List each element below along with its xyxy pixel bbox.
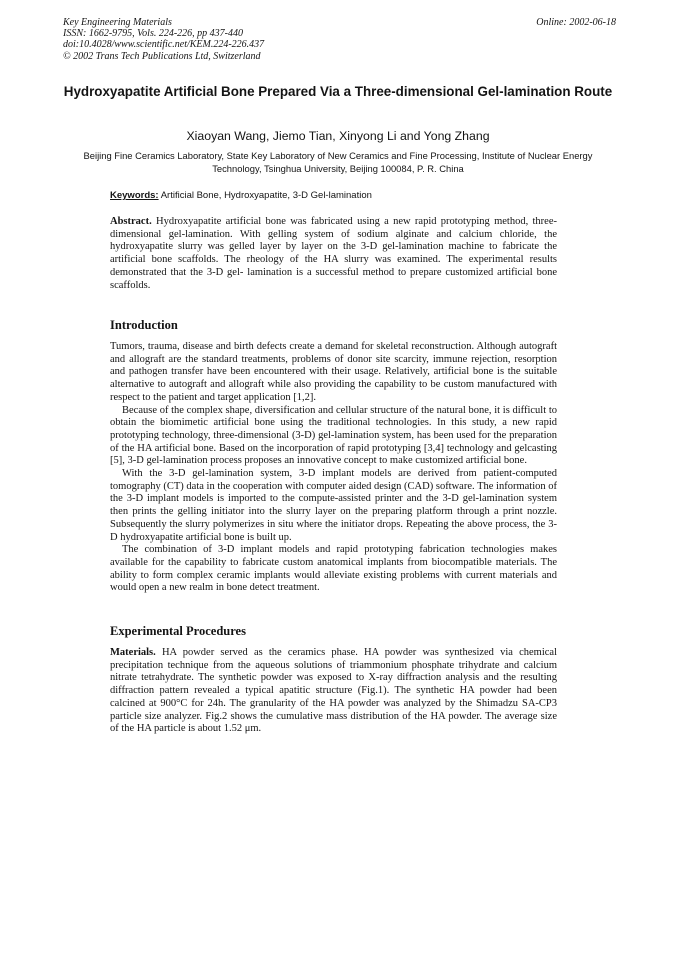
materials-paragraph [110, 647, 557, 736]
keywords [110, 190, 600, 201]
copyright-line: © 2002 Trans Tech Publications Ltd, Switzerland [63, 50, 261, 62]
experimental-section [110, 624, 557, 736]
introduction-section [110, 318, 557, 595]
author-list: Xiaoyan Wang, Jiemo Tian, Xinyong Li and Yong Zhang [186, 129, 490, 143]
materials-text: HA powder served as the ceramics phase. HA powder was synthesized via chemical precipitation technique from the aqueous solutions of triammonium phosphate trihydrate and calcium nitrate tetrahydrate. The synthetic powder was exposed to X-ray diffraction analysis and the resulting diffraction pattern revealed a typical apatitic structure (Fig.1). The synthetic HA powder had been calcined at 900°C for 24h. The granularity of the HA powder was analyzed by the Shimadzu SA-CP3 particle size analyzer. Fig.2 shows the cumulative mass distribution of the HA powder. The average size of the HA particle is about 1.52 μm. [110, 647, 557, 735]
materials-label: Materials. [110, 647, 156, 658]
doi-line: doi:10.4028/www.scientific.net/KEM.224-226.437 [63, 39, 265, 51]
abstract-label: Abstract. [110, 216, 152, 227]
intro-paragraph-4: The combination of 3-D implant models and rapid prototyping fabrication technologies makes available for the capability to fabricate custom anatomical implants from biocompatible materials. The ability to form complex ceramic implants would alleviate existing problems with current materials and would open a new realm in bone detect treatment. [110, 544, 557, 594]
journal-name: Key Engineering Materials [63, 17, 172, 28]
abstract [110, 216, 557, 292]
keywords-label: Keywords: [110, 190, 159, 201]
intro-paragraph-2: Because of the complex shape, diversification and cellular structure of the natural bone, it is difficult to obtain the biomimetic artificial bone using the traditional technologies. In this study, a new rapid prototyping technology, three-dimensional (3-D) gel-lamination system, has been used for the preparation of the HA artificial bone. Based on the incorporation of rapid prototyping [3,4] technology and gelcasting [5], 3-D gel-lamination process proposes an innovative concept to make customized artificial bone. [110, 404, 557, 467]
online-date: Online: 2002-06-18 [536, 17, 616, 28]
intro-paragraph-1: Tumors, trauma, disease and birth defects create a demand for skeletal reconstruction. Although autograft and allograft are the standard treatments, problems of donor site scarcity, immune rejection, resorption and pathogen transfer have been encountered with their usage. Relatively, artificial bone is the suitable alternative to autograft and allograft while also providing the capability to be custom manufactured with respect to the patient and target application [1,2]. [110, 341, 557, 403]
journal-header [63, 17, 363, 62]
introduction-heading: Introduction [110, 318, 178, 332]
affiliation: Beijing Fine Ceramics Laboratory, State Key Laboratory of New Ceramics and Fine Processing, Institute of Nuclear Energy Technology, Tsinghua University, Beijing 100084, P. R. China [83, 150, 593, 174]
keywords-text: Artificial Bone, Hydroxyapatite, 3-D Gel-lamination [160, 190, 372, 201]
abstract-paragraph [110, 216, 557, 292]
paper-title: Hydroxyapatite Artificial Bone Prepared Via a Three-dimensional Gel-lamination Route [63, 84, 613, 99]
intro-paragraph-3: With the 3-D gel-lamination system, 3-D implant models are derived from patient-computed tomography (CT) data in the cooperation with computer aided design (CAD) software. The information of the 3-D implant models is imported to the compute-assisted printer and the 3-D gel-lamination system then prints the gelling initiator into the slurry layer on the preparing platform through a print nozzle. Subsequently the slurry polymerizes in situ where the initiator drops. Repeating the above process, the 3-D hydroxyapatite artificial bone is built up. [110, 468, 557, 543]
issn-line: ISSN: 1662-9795, Vols. 224-226, pp 437-440 [63, 28, 243, 40]
abstract-text: Hydroxyapatite artificial bone was fabricated using a new rapid prototyping method, three-dimensional gel-lamination. With gelling system of sodium alginate and calcium chloride, the hydroxyapatite slurry was gelled layer by layer on the 3-D gel-lamination machine to fabricate the artificial bone scaffolds. The rheology of the HA slurry was examined. The experimental results demonstrated that the 3-D gel- lamination is a successful method to prepare customized artificial bone scaffolds. [110, 216, 558, 291]
experimental-heading: Experimental Procedures [110, 624, 246, 638]
